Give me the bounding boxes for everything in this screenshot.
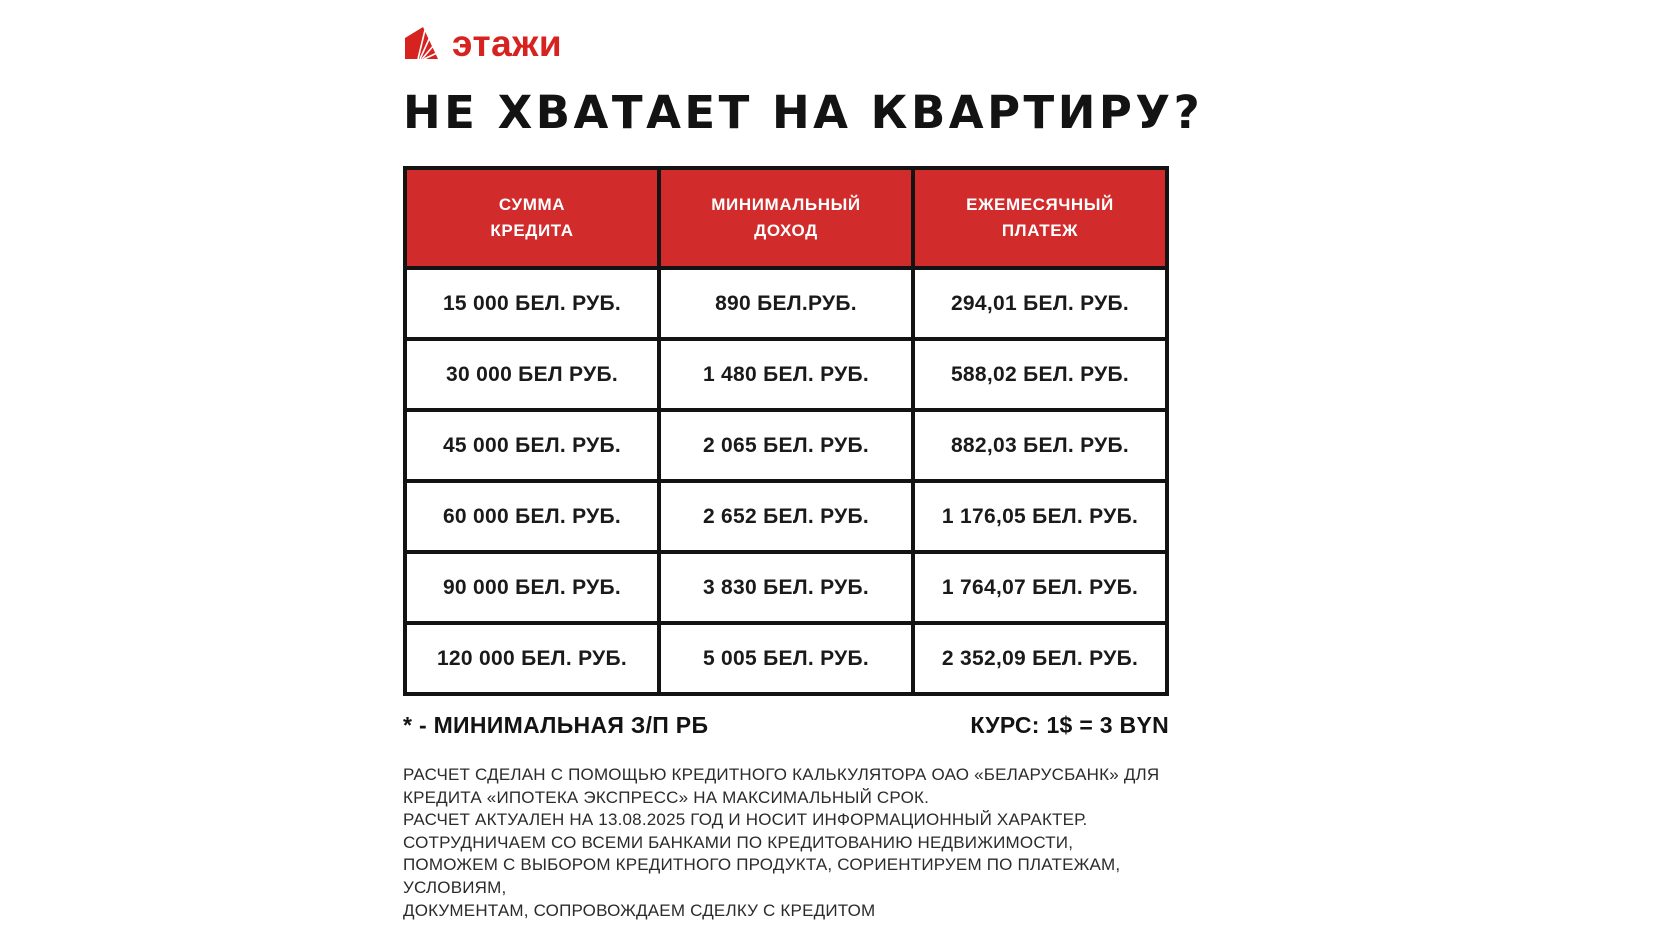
column-header-line: ДОХОД <box>754 221 818 240</box>
cell-credit-sum: 90 000 БЕЛ. РУБ. <box>405 552 659 623</box>
table-row <box>405 623 1167 694</box>
cell-monthly-payment: 588,02 БЕЛ. РУБ. <box>913 339 1167 410</box>
disclaimer-line: РАСЧЕТ СДЕЛАН С ПОМОЩЬЮ КРЕДИТНОГО КАЛЬКУЛЯТОРА ОАО «БЕЛАРУСБАНК» ДЛЯ <box>403 765 1160 784</box>
house-icon <box>403 25 443 62</box>
column-header-line: КРЕДИТА <box>490 221 574 240</box>
footnote-exchange-rate: КУРС: 1$ = 3 BYN <box>970 712 1169 738</box>
cell-monthly-payment: 882,03 БЕЛ. РУБ. <box>913 410 1167 481</box>
cell-credit-sum: 30 000 БЕЛ РУБ. <box>405 339 659 410</box>
page-title: НЕ ХВАТАЕТ НА КВАРТИРУ? <box>403 86 1204 139</box>
column-header-monthly-payment <box>913 168 1167 268</box>
table-row <box>405 268 1167 339</box>
table-row <box>405 339 1167 410</box>
cell-monthly-payment: 2 352,09 БЕЛ. РУБ. <box>913 623 1167 694</box>
disclaimer-line: РАСЧЕТ АКТУАЛЕН НА 13.08.2025 ГОД И НОСИТ ИНФОРМАЦИОННЫЙ ХАРАКТЕР. <box>403 810 1088 830</box>
disclaimer-line: ПОМОЖЕМ С ВЫБОРОМ КРЕДИТНОГО ПРОДУКТА, СОРИЕНТИРУЕМ ПО ПЛАТЕЖАМ, <box>403 855 1121 875</box>
cell-credit-sum: 45 000 БЕЛ. РУБ. <box>405 410 659 481</box>
disclaimer-line: ДОКУМЕНТАМ, СОПРОВОЖДАЕМ СДЕЛКУ С КРЕДИТОМ <box>403 900 876 920</box>
cell-min-income: 5 005 БЕЛ. РУБ. <box>659 623 913 694</box>
disclaimer-line: СОТРУДНИЧАЕМ СО ВСЕМИ БАНКАМИ ПО КРЕДИТОВАНИЮ НЕДВИЖИМОСТИ, <box>403 832 1074 852</box>
brand-logo <box>403 22 562 64</box>
column-header-line: ЕЖЕМЕСЯЧНЫЙ <box>966 194 1114 214</box>
cell-min-income: 2 652 БЕЛ. РУБ. <box>659 481 913 552</box>
cell-credit-sum: 15 000 БЕЛ. РУБ. <box>405 268 659 339</box>
credit-table <box>403 166 1169 696</box>
table-row <box>405 410 1167 481</box>
cell-monthly-payment: 1 764,07 БЕЛ. РУБ. <box>913 552 1167 623</box>
cell-credit-sum: 120 000 БЕЛ. РУБ. <box>405 623 659 694</box>
column-header-credit-sum <box>405 168 659 268</box>
cell-min-income: 2 065 БЕЛ. РУБ. <box>659 410 913 481</box>
cell-min-income: 890 БЕЛ.РУБ. <box>659 268 913 339</box>
cell-credit-sum: 60 000 БЕЛ. РУБ. <box>405 481 659 552</box>
column-header-line: ПЛАТЕЖ <box>1001 221 1079 240</box>
disclaimer-line: УСЛОВИЯМ, <box>403 877 507 897</box>
disclaimer-line: КРЕДИТА «ИПОТЕКА ЭКСПРЕСС» НА МАКСИМАЛЬНЫЙ СРОК. <box>403 787 930 807</box>
table-header-row <box>405 168 1167 268</box>
column-header-line: МИНИМАЛЬНЫЙ <box>711 194 861 214</box>
disclaimer-block <box>403 764 1183 922</box>
table-row <box>405 481 1167 552</box>
column-header-min-income <box>659 168 913 268</box>
cell-min-income: 3 830 БЕЛ. РУБ. <box>659 552 913 623</box>
cell-monthly-payment: 294,01 БЕЛ. РУБ. <box>913 268 1167 339</box>
footnote-min-salary: * - МИНИМАЛЬНАЯ З/П РБ <box>403 712 709 738</box>
cell-monthly-payment: 1 176,05 БЕЛ. РУБ. <box>913 481 1167 552</box>
footnote-row <box>403 712 1169 739</box>
brand-logo-text: этажи <box>452 22 563 64</box>
cell-min-income: 1 480 БЕЛ. РУБ. <box>659 339 913 410</box>
table-row <box>405 552 1167 623</box>
column-header-line: СУММА <box>498 194 566 214</box>
